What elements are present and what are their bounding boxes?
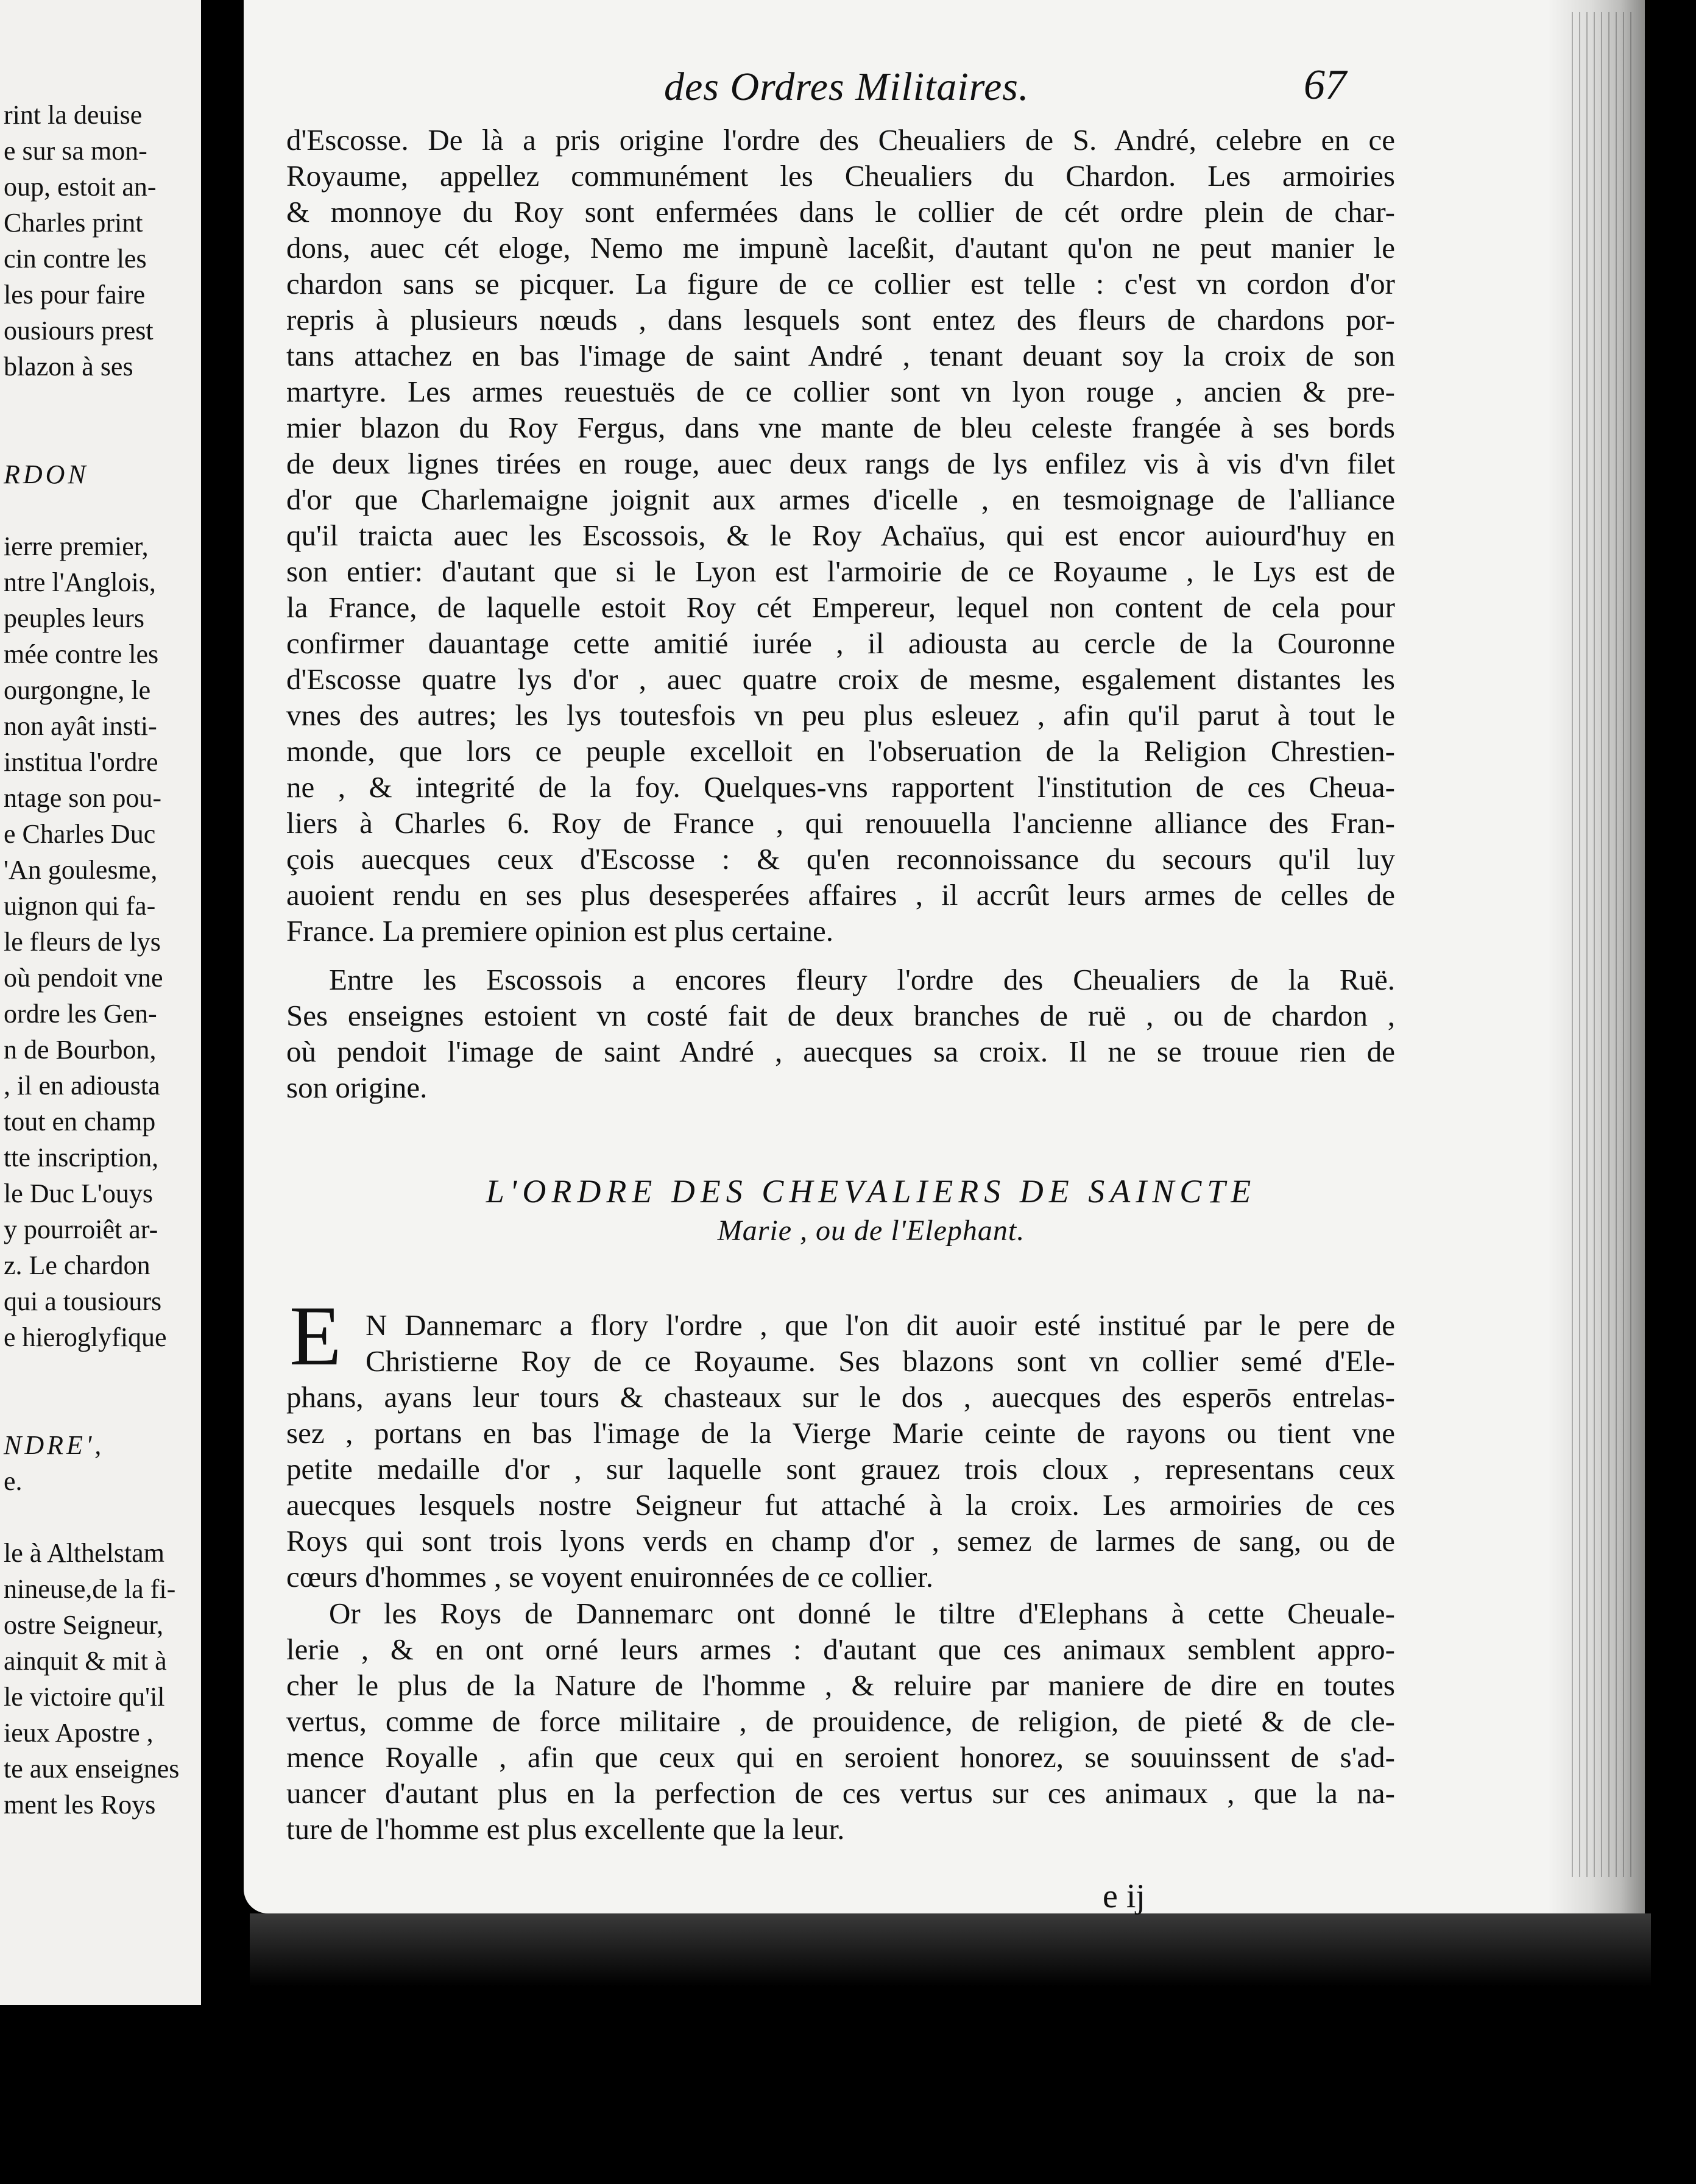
left-page-line: RDON: [4, 459, 89, 489]
left-page-line: n de Bourbon,: [4, 1035, 157, 1065]
left-page-line: te aux enseignes: [4, 1754, 180, 1784]
left-page-line: uignon qui fa-: [4, 891, 156, 921]
left-page-line: [0, 493, 201, 528]
book-gutter: [201, 0, 250, 2184]
paragraph-1: [286, 122, 1395, 949]
left-page-line: tout en champ: [4, 1107, 156, 1136]
text-line: Christierne Roy de ce Royaume. Ses blazons sont vn collier semé d'Ele-: [366, 1344, 1395, 1378]
paragraph-2: [286, 962, 1395, 1105]
text-line: chardon sans se picquer. La figure de ce collier est telle : c'est vn cordon d'or: [286, 267, 1395, 300]
text-line: la France, de laquelle estoit Roy cét Empereur, lequel non content de cela pour: [286, 590, 1395, 624]
left-page-line: ment les Roys: [4, 1790, 156, 1820]
text-line: sez , portans en bas l'image de la Vierge Marie ceinte de rayons ou tient vne: [286, 1416, 1395, 1450]
left-page-line: non ayât insti-: [4, 711, 157, 741]
text-line: cœurs d'hommes , se voyent enuironnées de ce collier.: [286, 1560, 934, 1594]
left-page-line: ousiours prest: [4, 316, 154, 346]
text-line: vnes des autres; les lys toutesfois vn peu plus esleuez , afin qu'il parut à tout le: [286, 698, 1395, 732]
paragraph-3-lead: [366, 1307, 1395, 1379]
left-page-line: ntage son pou-: [4, 783, 162, 813]
paragraph-3: [286, 1379, 1395, 1595]
left-page-line: [0, 1500, 201, 1535]
page-bottom-shadow: [250, 1913, 1651, 1987]
text-line: phans, ayans leur tours & chasteaux sur le dos , auecques des esperōs entrelas-: [286, 1380, 1395, 1414]
left-page-line: z. Le chardon: [4, 1250, 150, 1280]
text-line: monde, que lors ce peuple excelloit en l'obseruation de la Religion Chrestien-: [286, 734, 1395, 768]
left-page-line: Charles print: [4, 208, 143, 238]
text-line: ne , & integrité de la foy. Quelques-vns rapportent l'institution de ces Cheua-: [286, 770, 1395, 804]
text-line: Entre les Escossois a encores fleury l'ordre des Cheualiers de la Ruë.: [329, 963, 1395, 996]
text-line: lerie , & en ont orné leurs armes : d'autant que ces animaux semblent appro-: [286, 1633, 1395, 1666]
section-heading-subtitle: Marie , ou de l'Elephant.: [717, 1214, 1025, 1247]
text-line: son entier: d'autant que si le Lyon est l'armoirie de ce Royaume , le Lys est de: [286, 555, 1395, 588]
text-line: confirmer dauantage cette amitié iurée , il adiousta au cercle de la Couronne: [286, 626, 1395, 660]
left-page-fragment: [0, 0, 201, 2005]
section-heading: [414, 1170, 1328, 1249]
text-line: auecques lesquels nostre Seigneur fut attaché à la croix. Les armoiries de ces: [286, 1488, 1395, 1522]
left-page-line: [0, 1356, 201, 1391]
left-page-line: les pour faire: [4, 280, 146, 310]
left-page-line: le fleurs de lys: [4, 927, 161, 957]
text-line: mier blazon du Roy Fergus, dans vne mante de bleu celeste frangée à ses bords: [286, 411, 1395, 444]
text-line: çois auecques ceux d'Escosse : & qu'en reconnoissance du secours qu'il luy: [286, 842, 1395, 876]
text-line: martyre. Les armes reuestuës de ce collier sont vn lyon rouge , ancien & pre-: [286, 375, 1395, 408]
text-line: liers à Charles 6. Roy de France , qui renouuella l'ancienne alliance des Fran-: [286, 806, 1395, 840]
left-page-line: le victoire qu'il: [4, 1682, 165, 1712]
left-page-line: institua l'ordre: [4, 747, 158, 777]
left-page-line: y pourroiêt ar-: [4, 1214, 158, 1244]
left-page-line: e Charles Duc: [4, 819, 156, 849]
left-page-line: rint la deuise: [4, 100, 143, 130]
left-page-line: cin contre les: [4, 244, 147, 274]
text-line: qu'il traicta auec les Escossois, & le Roy Achaïus, qui est encor auiourd'huy en: [286, 519, 1395, 552]
page-number: 67: [1304, 62, 1346, 108]
left-page-line: le Duc L'ouys: [4, 1179, 153, 1208]
left-page-line: ostre Seigneur,: [4, 1610, 164, 1640]
text-line: cher le plus de la Nature de l'homme , & reluire par maniere de dire en toutes: [286, 1668, 1395, 1702]
left-page-line: [0, 421, 201, 456]
text-line: repris à plusieurs nœuds , dans lesquels sont entez des fleurs de chardons por-: [286, 303, 1395, 336]
left-page-line: nineuse,de la fi-: [4, 1574, 176, 1604]
left-page-line: tte inscription,: [4, 1143, 159, 1172]
left-page-line: [0, 1392, 201, 1427]
drop-capital: E: [289, 1289, 342, 1383]
text-line: France. La premiere opinion est plus certaine.: [286, 914, 833, 948]
text-line: uancer d'autant plus en la perfection de ces vertus sur ces animaux , que la na-: [286, 1776, 1395, 1810]
text-line: & monnoye du Roy sont enfermées dans le collier de cét ordre plein de char-: [286, 195, 1395, 229]
section-heading-title: L'ORDRE DES CHEVALIERS DE SAINCTE: [486, 1173, 1257, 1210]
left-page-line: ainquit & mit à: [4, 1646, 167, 1676]
left-page-line: e hieroglyfique: [4, 1322, 167, 1352]
text-line: son origine.: [286, 1071, 428, 1104]
text-line: Or les Roys de Dannemarc ont donné le tiltre d'Elephans à cette Cheuale-: [329, 1597, 1395, 1630]
left-page-line: ieux Apostre ,: [4, 1718, 154, 1748]
text-line: d'Escosse. De là a pris origine l'ordre des Cheualiers de S. André, celebre en ce: [286, 123, 1395, 157]
left-page-line: NDRE',: [4, 1430, 105, 1460]
left-page-line: ierre premier,: [4, 531, 149, 561]
text-line: tans attachez en bas l'image de saint André , tenant deuant soy la croix de son: [286, 339, 1395, 372]
left-page-line: e.: [4, 1466, 23, 1496]
left-page-line: qui a tousiours: [4, 1286, 162, 1316]
text-line: Roys qui sont trois lyons verds en champ d'or , semez de larmes de sang, ou de: [286, 1524, 1395, 1558]
left-page-line: le à Althelstam: [4, 1538, 164, 1568]
left-page-line: e sur sa mon-: [4, 136, 147, 166]
paragraph-4: [286, 1595, 1395, 1847]
text-line: mence Royalle , afin que ceux qui en seroient honorez, se souuinssent de s'ad-: [286, 1740, 1395, 1774]
left-page-line: ordre les Gen-: [4, 999, 157, 1029]
left-page-line: ntre l'Anglois,: [4, 567, 156, 597]
left-page-line: mée contre les: [4, 639, 159, 669]
text-line: d'Escosse quatre lys d'or , auec quatre croix de mesme, esgalement distantes les: [286, 662, 1395, 696]
text-line: N Dannemarc a flory l'ordre , que l'on dit auoir esté institué par le pere de: [366, 1308, 1395, 1342]
left-page-line: peuples leurs: [4, 603, 144, 633]
text-line: Royaume, appellez communément les Cheualiers du Chardon. Les armoiries: [286, 159, 1395, 193]
text-line: auoient rendu en ses plus desesperées affaires , il accrût leurs armes de celles de: [286, 878, 1395, 912]
signature-mark: e ij: [1103, 1877, 1145, 1915]
left-page-line: ourgongne, le: [4, 675, 151, 705]
left-page-line: où pendoit vne: [4, 963, 163, 993]
text-line: petite medaille d'or , sur laquelle sont grauez trois cloux , representans ceux: [286, 1452, 1395, 1486]
text-line: vertus, comme de force militaire , de prouidence, de religion, de pieté & de cle-: [286, 1704, 1395, 1738]
left-page-line: [0, 385, 201, 420]
left-page-line: , il en adiousta: [4, 1071, 160, 1101]
left-page-line: 'An goulesme,: [4, 855, 158, 885]
text-line: où pendoit l'image de saint André , auecques sa croix. Il ne se trouue rien de: [286, 1035, 1395, 1068]
text-line: de deux lignes tirées en rouge, auec deux rangs de lys enfilez vis à vis d'vn filet: [286, 447, 1395, 480]
text-line: Ses enseignes estoient vn costé fait de deux branches de ruë , ou de chardon ,: [286, 999, 1395, 1032]
left-page-line: oup, estoit an-: [4, 172, 157, 202]
text-line: ture de l'homme est plus excellente que la leur.: [286, 1812, 845, 1846]
left-page-line: blazon à ses: [4, 352, 133, 381]
running-head: des Ordres Militaires.: [664, 65, 1030, 109]
page-edge-shadow: [1547, 0, 1645, 1913]
page-edge-texture: [1572, 12, 1633, 1877]
text-line: dons, auec cét eloge, Nemo me impunè laceßit, d'autant qu'on ne peut manier le: [286, 231, 1395, 264]
text-line: d'or que Charlemaigne joignit aux armes d'icelle , en tesmoignage de l'alliance: [286, 483, 1395, 516]
